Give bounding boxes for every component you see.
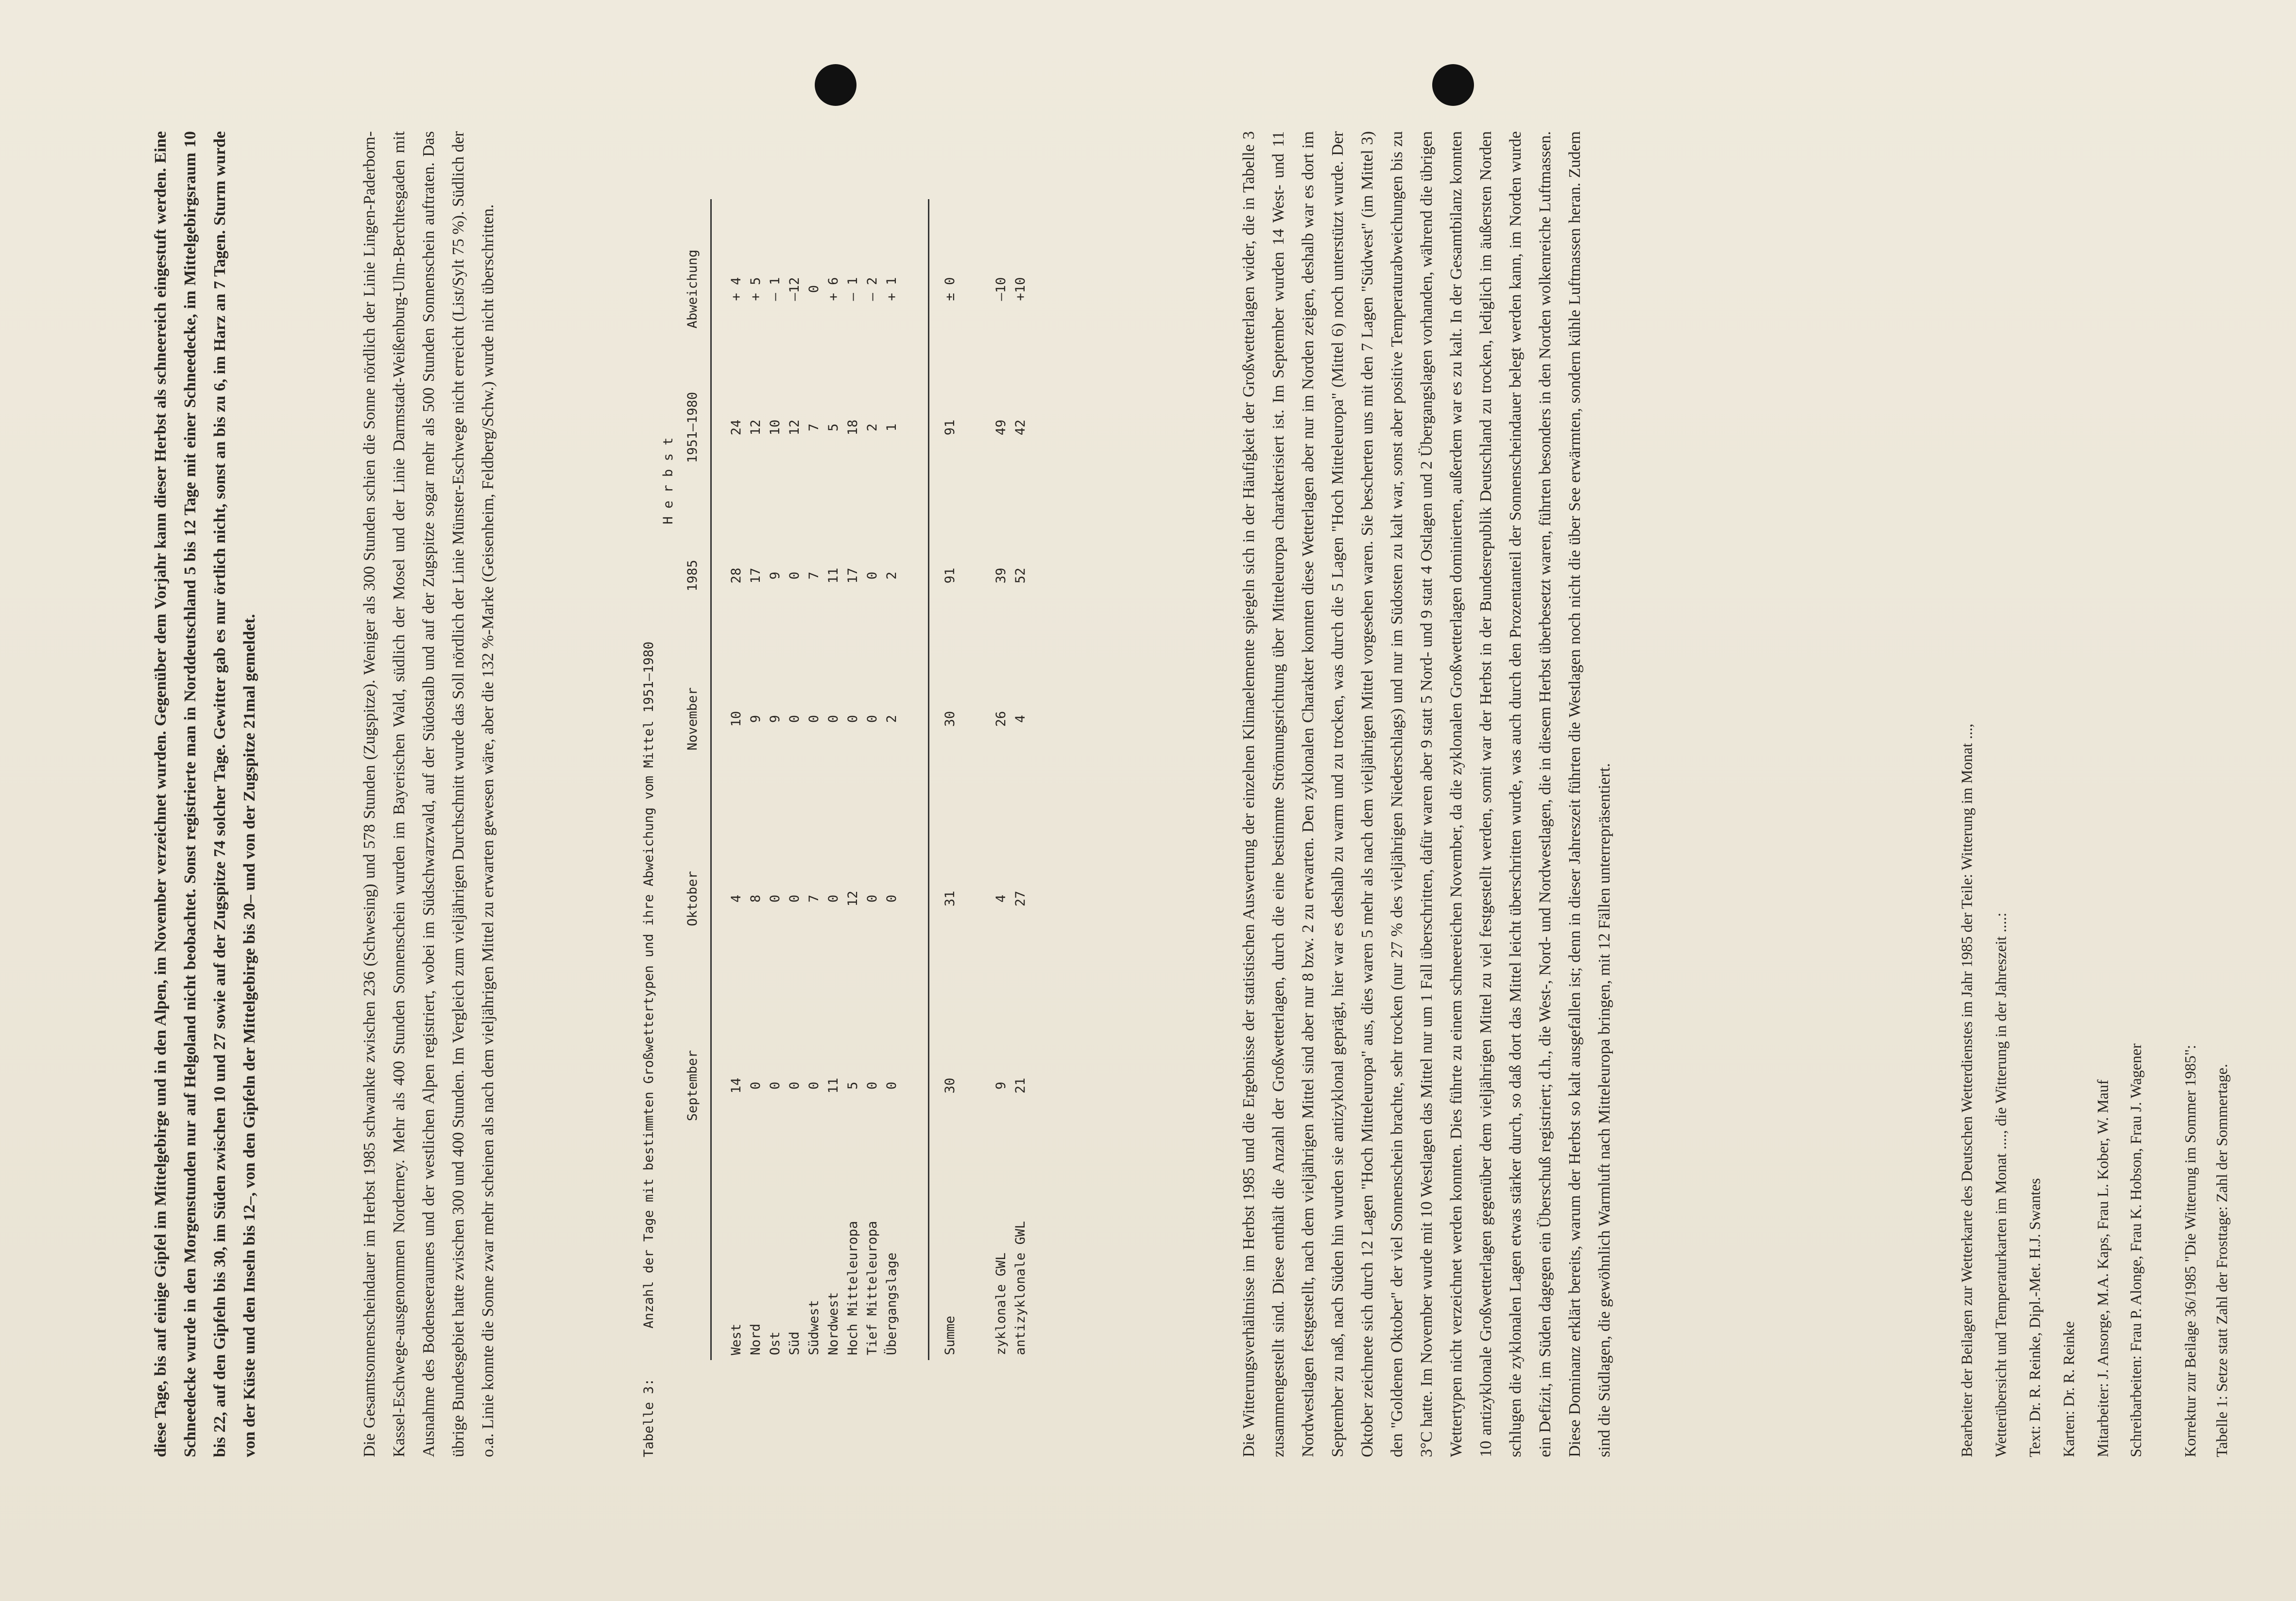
- table-cell: 10: [729, 711, 744, 727]
- table-cell: 52: [1013, 567, 1028, 584]
- table-cell: 9: [768, 571, 783, 580]
- col-header-november: November: [685, 687, 700, 751]
- table-3: [632, 117, 1215, 1457]
- table-cell: 5: [826, 423, 841, 432]
- row-label: Tief Mitteleuropa: [865, 1221, 880, 1355]
- row-label: Ost: [768, 1331, 783, 1355]
- row-label: Süd: [787, 1331, 802, 1355]
- row-label: Summe: [942, 1315, 958, 1355]
- table-cell: 17: [845, 567, 860, 584]
- table-cell: 7: [806, 571, 822, 580]
- table-cell: 12: [787, 419, 802, 436]
- table-cell: 91: [942, 567, 958, 584]
- credits-staff: Mitarbeiter: J. Ansorge, M.A. Kaps, Frau L. Kober, W. Mauf: [2094, 1079, 2111, 1457]
- table-cell: 0: [884, 894, 899, 903]
- punch-hole-left: [815, 64, 857, 106]
- table-cell: 9: [748, 715, 763, 723]
- table-caption: Anzahl der Tage mit bestimmten Großwettertypen und ihre Abweichung vom Mittel 1951–1980: [641, 641, 656, 1328]
- credits-line-2: Wetterübersicht und Temperaturkarten im Monat ...., die Witterung in der Jahreszeit ....:: [1992, 912, 2009, 1457]
- table-cell: 5: [845, 1081, 860, 1090]
- table-cell: 27: [1013, 890, 1028, 907]
- table-cell: 0: [806, 285, 822, 293]
- rotated-page-content: [146, 117, 2230, 1457]
- table-cell: 0: [826, 715, 841, 723]
- credits-typing: Schreibarbeiten: Frau P. Alonge, Frau K. Hobson, Frau J. Wagener: [2127, 1043, 2144, 1457]
- table-cell: ± 0: [942, 277, 958, 301]
- table-cell: 7: [806, 894, 822, 903]
- table-cell: 26: [994, 711, 1009, 727]
- table-cell: 0: [768, 1081, 783, 1090]
- table-cell: 9: [768, 715, 783, 723]
- paragraph-snow-storm: diese Tage, bis auf einige Gipfel im Mittelgebirge und in den Alpen, im November verzeichnet wurden. Gegenüber dem Vorjahr kann dieser Herbst als schneereich eingestuft werden. Eine Schneedecke wurde in den Morgenstunden nur auf Helgoland nicht beobachtet. Sonst registrierte man in Norddeutschland 5 bis 12 Tage mit einer Schneedecke, im Mittelgebirgsraum 10 bis 22, auf den Gipfeln bis 30, im Süden zwischen 10 und 27 sowie auf der Zugspitze 74 solcher Tage. Gewitter gab es nur örtlich nicht, sonst an bis zu 6, im Harz an 7 Tagen. Sturm wurde von der Küste und den Inseln bis 12–, von den Gipfeln der Mittelgebirge bis 20– und von der Zugspitze 21mal gemeldet.: [152, 131, 258, 1457]
- table-group-header: H e r b s t: [661, 437, 676, 525]
- table-cell: 49: [994, 419, 1009, 436]
- table-cell: 0: [826, 894, 841, 903]
- table-cell: 4: [994, 894, 1009, 903]
- table-cell: 30: [942, 711, 958, 727]
- table-cell: 0: [865, 894, 880, 903]
- table-cell: 39: [994, 567, 1009, 584]
- table-cell: 11: [826, 1077, 841, 1094]
- table-cell: 14: [729, 1077, 744, 1094]
- table-cell: 12: [748, 419, 763, 436]
- table-cell: –10: [994, 277, 1009, 301]
- table-cell: 42: [1013, 419, 1028, 436]
- table-cell: 0: [768, 894, 783, 903]
- table-cell: 0: [787, 571, 802, 580]
- row-label: West: [729, 1323, 744, 1355]
- table-cell: 0: [748, 1081, 763, 1090]
- row-label: Nordwest: [826, 1292, 841, 1355]
- credits-line-1: Bearbeiter der Beilagen zur Wetterkarte des Deutschen Wetterdienstes im Jahr 1985 der Teile: Witterung im Monat ...,: [1958, 723, 1975, 1457]
- table-label: Tabelle 3:: [641, 1378, 656, 1457]
- table-cell: – 2: [865, 277, 880, 301]
- credits-text: Text: Dr. R. Reinke, Dipl.-Met. H.J. Swantes: [2026, 1178, 2043, 1457]
- paragraph-sunshine: Die Gesamtsonnenscheindauer im Herbst 1985 schwankte zwischen 236 (Schwesing) und 578 Stunden (Zugspitze). Weniger als 300 Stunden schien die Sonne nördlich der Linie Lingen-Paderborn-Kassel-Eschwege-ausgenommen Norderney. Mehr als 400 Stunden Sonnenschein wurden im Bayerischen Wald, südlich der Mosel und der Linie Darmstadt-Weißenburg-Ulm-Berchtesgaden mit Ausnahme des Bodenseeraumes und der westlichen Alpen registriert, wobei im Südschwarzwald, auf der Südostalb und auf der Zugspitze sogar mehr als 500 Stunden Sonnenschein auftraten. Das übrige Bundesgebiet hatte zwischen 300 und 400 Stunden. Im Vergleich zum vieljährigen Durchschnitt wurde das Soll nördlich der Linie Münster-Eschwege nicht erreicht (List/Sylt 75 %). Südlich der o.a. Linie konnte die Sonne zwar mehr scheinen als nach dem vieljährigen Mittel zu erwarten gewesen wäre, aber die 132 %-Marke (Geisenheim, Feldberg/Schw.) wurde nicht überschritten.: [360, 131, 497, 1457]
- punch-hole-right: [1432, 64, 1474, 106]
- table-cell: 0: [787, 894, 802, 903]
- table-cell: 17: [748, 567, 763, 584]
- table-cell: 4: [1013, 715, 1028, 723]
- table-cell: 0: [884, 1081, 899, 1090]
- table-cell: 0: [865, 715, 880, 723]
- table-cell: 10: [768, 419, 783, 436]
- table-cell: 2: [865, 423, 880, 432]
- table-cell: 28: [729, 567, 744, 584]
- table-cell: 18: [845, 419, 860, 436]
- col-header-oktober: Oktober: [685, 871, 700, 926]
- row-label: Nord: [748, 1323, 763, 1355]
- col-header-september: September: [685, 1050, 700, 1122]
- table-cell: 31: [942, 890, 958, 907]
- table-cell: 7: [806, 423, 822, 432]
- row-label: Südwest: [806, 1300, 822, 1355]
- row-label: Übergangslage: [884, 1252, 899, 1355]
- table-cell: 1: [884, 423, 899, 432]
- table-cell: 0: [806, 1081, 822, 1090]
- table-cell: 0: [806, 715, 822, 723]
- table-cell: + 1: [884, 277, 899, 301]
- table-cell: – 1: [768, 277, 783, 301]
- table-rule-sum: [928, 199, 929, 1360]
- table-cell: 0: [865, 1081, 880, 1090]
- col-header-1951-1980: 1951–1980: [685, 392, 700, 463]
- row-label: zyklonale GWL: [994, 1252, 1009, 1355]
- table-cell: 0: [845, 715, 860, 723]
- table-cell: 12: [845, 890, 860, 907]
- row-label: Hoch Mitteleuropa: [845, 1221, 860, 1355]
- table-cell: 2: [884, 715, 899, 723]
- table-cell: 2: [884, 571, 899, 580]
- paragraph-weather-types: Die Witterungsverhältnisse im Herbst 1985 und die Ergebnisse der statistischen Auswertung der einzelnen Klimaelemente spiegeln sich in der Häufigkeit der Großwetterlagen wider, die in Tabelle 3 zusammengestellt sind. Diese enthält die Anzahl der Großwetterlagen, durch die eine bestimmte Strömungsrichtung über Mitteleuropa charakterisiert ist. Im September wurden 14 West- und 11 Nordwestlagen festgestellt, nach dem vieljährigen Mittel sind aber nur 8 bzw. 2 zu erwarten. Den zyklonalen Charakter konnten diese Wetterlagen aber nur im Norden zeigen, deshalb war es dort im September zu naß, nach Süden hin wurden sie antizyklonal geprägt, hier war es deshalb zu warm und zu trocken, was durch die 5 Lagen "Hoch Mitteleuropa" (Mittel 6) noch unterstützt wurde. Der Oktober zeichnete sich durch 12 Lagen "Hoch Mitteleuropa" aus, dies waren 5 mehr als nach dem vieljährigen Mittel vorgesehen waren. Sie bescherten uns mit den 7 Lagen "Südwest" (im Mittel 3) den "Goldenen Oktober" der viel Sonnenschein brachte, sehr trocken (nur 27 % des vieljährigen Niederschlags) und nur im Südosten zu kalt war, sonst aber positive Temperaturabweichungen bis zu 3°C hatte. Im November wurde mit 10 Westlagen das Mittel nur um 1 Fall überschritten, dafür waren aber 9 statt 5 Nord- und 9 statt 4 Ostlagen und 2 Übergangslagen vorhanden, während die übrigen Wettertypen nicht verzeichnet werden konnten. Dies führte zu einem schneereichen November, da die zyklonalen Großwetterlagen dominierten, außerdem war es zu kalt. In der Gesamtbilanz konnten 10 antizyklonale Großwetterlagen gegenüber dem vieljährigen Mittel zu viel festgestellt werden, somit war der Herbst in der Bundesrepublik Deutschland zu trocken, lediglich im äußersten Norden schlugen die zyklonalen Lagen etwas stärker durch, so daß dort das Mittel leicht überschritten wurde, was auch durch den Prozentanteil der Sonnenscheindauer belegt werden kann, im Norden wurde ein Defizit, im Süden dagegen ein Überschuß registriert; d.h., die West-, Nord- und Nordwestlagen, die in diesem Herbst überbesetzt waren, führten besonders in den Norden wolkenreiche Luftmassen. Diese Dominanz erklärt bereits, warum der Herbst so kalt ausgefallen ist; denn in dieser Jahreszeit führten die Westlagen noch nicht die über See erwärmten, sondern kühle Luftmassen heran. Zudem sind die Südlagen, die gewöhnlich Warmluft nach Mitteleuropa bringen, mit 12 Fällen unterrepräsentiert.: [1240, 131, 1613, 1457]
- table-cell: 24: [729, 419, 744, 436]
- correction-line-1: Korrektur zur Beilage 36/1985 "Die Witterung im Sommer 1985":: [2181, 1045, 2199, 1457]
- table-cell: 0: [865, 571, 880, 580]
- table-cell: 91: [942, 419, 958, 436]
- table-cell: 21: [1013, 1077, 1028, 1094]
- credits-maps: Karten: Dr. R. Reinke: [2060, 1321, 2077, 1457]
- table-cell: –12: [787, 277, 802, 301]
- table-cell: + 4: [729, 277, 744, 301]
- table-cell: – 1: [845, 277, 860, 301]
- col-header-abweichung: Abweichung: [685, 249, 700, 329]
- table-cell: 4: [729, 894, 744, 903]
- table-cell: 8: [748, 894, 763, 903]
- correction-line-2: Tabelle 1: Setze statt Zahl der Frosttage: Zahl der Sommertage.: [2213, 1064, 2230, 1457]
- col-header-1985: 1985: [685, 560, 700, 592]
- table-cell: + 5: [748, 277, 763, 301]
- table-cell: 9: [994, 1081, 1009, 1090]
- table-cell: +10: [1013, 277, 1028, 301]
- table-cell: 11: [826, 567, 841, 584]
- table-cell: 0: [787, 715, 802, 723]
- table-cell: + 6: [826, 277, 841, 301]
- table-rule-top: [710, 199, 712, 1360]
- row-label: antizyklonale GWL: [1013, 1221, 1028, 1355]
- table-cell: 30: [942, 1077, 958, 1094]
- table-cell: 0: [787, 1081, 802, 1090]
